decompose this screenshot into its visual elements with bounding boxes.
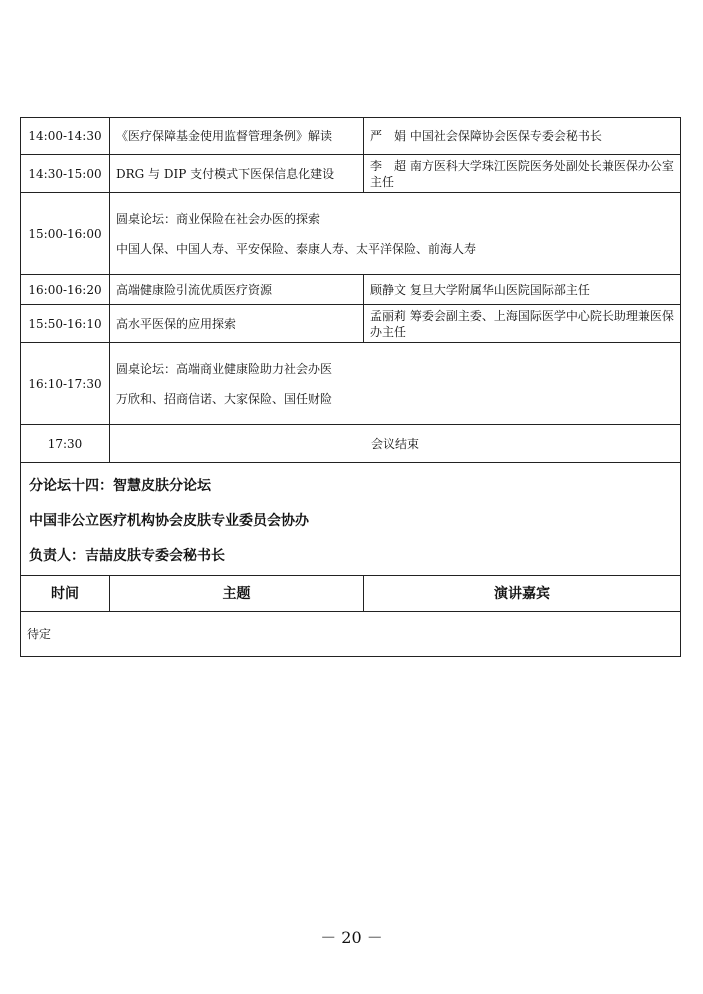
roundtable-cell bbox=[110, 343, 681, 425]
table-row bbox=[21, 425, 681, 463]
schedule-table bbox=[20, 117, 681, 657]
topic-cell: DRG 与 DIP 支付模式下医保信息化建设 bbox=[110, 155, 364, 193]
topic-cell: 高水平医保的应用探索 bbox=[110, 305, 364, 343]
roundtable-title: 圆桌论坛：商业保险在社会办医的探索 bbox=[116, 211, 321, 226]
table-row bbox=[21, 343, 681, 425]
section-leader: 负责人：吉喆皮肤专委会秘书长 bbox=[29, 548, 225, 564]
header-speaker: 演讲嘉宾 bbox=[364, 576, 681, 612]
speaker-cell: 顾静文 复旦大学附属华山医院国际部主任 bbox=[364, 275, 681, 305]
time-cell: 14:00-14:30 bbox=[21, 118, 110, 155]
page-number: － 20 － bbox=[320, 928, 383, 947]
meeting-end-cell: 会议结束 bbox=[110, 425, 681, 463]
table-row bbox=[21, 305, 681, 343]
topic-cell: 《医疗保障基金使用监督管理条例》解读 bbox=[110, 118, 364, 155]
roundtable-cell bbox=[110, 193, 681, 275]
speaker-cell: 严 娟 中国社会保障协会医保专委会秘书长 bbox=[364, 118, 681, 155]
time-cell: 15:50-16:10 bbox=[21, 305, 110, 343]
section-title: 分论坛十四：智慧皮肤分论坛 bbox=[29, 478, 211, 494]
section-organizer: 中国非公立医疗机构协会皮肤专业委员会协办 bbox=[29, 513, 309, 529]
table-row bbox=[21, 155, 681, 193]
pending-cell: 待定 bbox=[21, 612, 681, 657]
time-cell: 17:30 bbox=[21, 425, 110, 463]
table-header-row bbox=[21, 576, 681, 612]
roundtable-title: 圆桌论坛：高端商业健康险助力社会办医 bbox=[116, 361, 333, 376]
speaker-cell: 孟丽莉 筹委会副主委、上海国际医学中心院长助理兼医保办主任 bbox=[364, 305, 681, 343]
speaker-cell: 李 超 南方医科大学珠江医院医务处副处长兼医保办公室主任 bbox=[364, 155, 681, 193]
table-row bbox=[21, 275, 681, 305]
section-row bbox=[21, 463, 681, 576]
table-row bbox=[21, 612, 681, 657]
roundtable-participants: 万欣和、招商信诺、大家保险、国任财险 bbox=[116, 391, 333, 406]
section-header bbox=[21, 463, 681, 576]
topic-cell: 高端健康险引流优质医疗资源 bbox=[110, 275, 364, 305]
table-row bbox=[21, 118, 681, 155]
time-cell: 16:10-17:30 bbox=[21, 343, 110, 425]
header-topic: 主题 bbox=[110, 576, 364, 612]
time-cell: 14:30-15:00 bbox=[21, 155, 110, 193]
time-cell: 16:00-16:20 bbox=[21, 275, 110, 305]
header-time: 时间 bbox=[21, 576, 110, 612]
time-cell: 15:00-16:00 bbox=[21, 193, 110, 275]
table-row bbox=[21, 193, 681, 275]
roundtable-participants: 中国人保、中国人寿、平安保险、泰康人寿、太平洋保险、前海人寿 bbox=[116, 241, 477, 256]
